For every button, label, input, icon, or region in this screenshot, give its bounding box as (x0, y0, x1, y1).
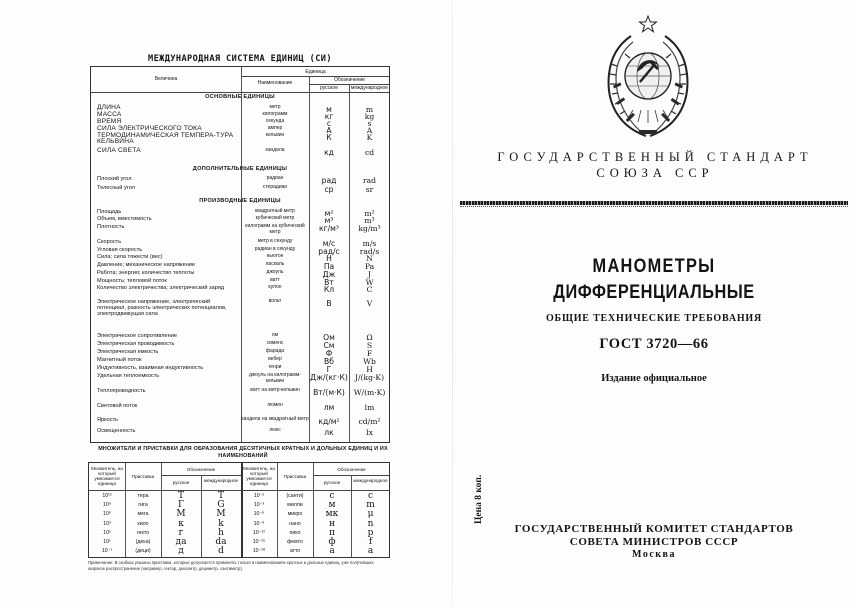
mult-header-international: международное (203, 478, 239, 483)
international-symbol-cell: c (367, 491, 374, 501)
russian-symbol-cell: г (178, 527, 184, 538)
international-symbol-cell: M (216, 509, 226, 520)
russian-symbol-cell: Дж/(кг·К) (310, 373, 348, 382)
unit-row (91, 285, 389, 293)
unit-row (91, 403, 389, 411)
section-supplementary-units: ДОПОЛНИТЕЛЬНЫЕ ЕДИНИЦЫ (192, 166, 288, 172)
mult-header-multiplier: Множитель, на который умножается единица (91, 466, 123, 486)
header-line (161, 475, 241, 476)
international-symbol-cell: Wb (363, 357, 376, 366)
prefix-cell: микро (287, 511, 303, 518)
quantity-cell: ДЛИНА (97, 104, 121, 111)
mult-header-russian: русское (323, 480, 341, 485)
russian-symbol-cell: Н (326, 254, 332, 263)
unit-row (91, 341, 389, 349)
russian-symbol-cell: К (326, 133, 332, 142)
international-symbol-cell: k (218, 518, 224, 529)
header-russian: русское (320, 85, 338, 91)
international-symbol-cell: a (367, 546, 374, 557)
unit-name-cell: кубический метр (255, 215, 295, 221)
russian-symbol-cell: Вт (324, 278, 334, 287)
unit-name-cell: вольт (268, 298, 282, 304)
header-line (91, 92, 389, 93)
russian-symbol-cell: кд (324, 148, 334, 157)
price-label: Цена 8 коп. (474, 474, 484, 524)
russian-symbol-cell: Па (323, 262, 335, 271)
international-symbol-cell: F (366, 349, 373, 358)
prefix-cell: тера (137, 493, 149, 499)
unit-name-cell: вебер (268, 356, 282, 362)
unit-row (91, 254, 389, 262)
unit-row (91, 417, 389, 425)
prefix-cell: гекто (136, 529, 150, 536)
document-title-line2: ДИФФЕРЕНЦИАЛЬНЫЕ (553, 282, 755, 303)
unit-row (91, 239, 389, 247)
unit-name-cell: ватт на метр-кельвин (250, 387, 300, 393)
multiplier-cell: 10⁹ (103, 502, 111, 509)
prefix-cell: (деци) (135, 548, 151, 555)
russian-symbol-cell: Дж (322, 270, 336, 279)
unit-name-cell: паскаль (265, 261, 285, 267)
unit-name-cell: килограмм на кубический метр (245, 223, 305, 235)
multiplier-cell: 10⁻¹⁸ (252, 548, 266, 555)
multiplier-cell: 10² (103, 529, 111, 536)
russian-symbol-cell: кд/м² (318, 417, 340, 426)
international-symbol-cell: rad/s (359, 247, 380, 256)
international-symbol-cell: m (365, 105, 374, 114)
russian-symbol-cell: В (326, 299, 332, 308)
international-symbol-cell: s (367, 119, 372, 128)
unit-name-cell: метр в секунду (257, 238, 293, 244)
quantity-cell: Количество электричества; электрический заряд (97, 285, 225, 291)
unit-name-cell: фарада (265, 348, 285, 354)
multiplier-cell: 10³ (103, 520, 111, 527)
mult-header-symbol: Обозначение (186, 467, 216, 472)
quantity-cell: Электрическое сопротивление (97, 333, 177, 339)
quantity-cell: Сила; сила тяжести (вес) (97, 254, 163, 260)
prefix-cell: мега (137, 511, 149, 518)
unit-name-cell: кандела (265, 147, 285, 153)
russian-symbol-cell: лк (324, 428, 334, 437)
quantity-cell: Электрическое напряжение, электрический потенциал, разность электрических потенциалов, электродвижущая сила (97, 299, 227, 317)
unit-row (91, 365, 389, 373)
header-symbol: Обозначение (334, 77, 365, 83)
decorative-rule-dotted (460, 206, 848, 207)
russian-symbol-cell: рад/с (318, 247, 340, 256)
publisher-city: Москва (632, 549, 676, 560)
unit-name-cell: ньютон (266, 253, 284, 259)
international-symbol-cell: n (367, 518, 374, 529)
mult-header-multiplier: Множитель, на который умножается единица (243, 466, 275, 486)
russian-symbol-cell: п (329, 527, 335, 538)
unit-row (91, 298, 389, 317)
edition-label: Издание официальное (601, 373, 707, 384)
international-symbol-cell: H (366, 365, 373, 374)
mult-header-international: международное (353, 478, 388, 483)
international-symbol-cell: J (367, 270, 372, 279)
unit-name-cell: стерадиан (262, 184, 288, 190)
multipliers-table (88, 462, 390, 558)
quantity-cell: Удельная теплоемкость (97, 373, 160, 379)
unit-name-cell: ом (271, 332, 279, 338)
decorative-rule (460, 201, 848, 205)
international-symbol-cell: W (365, 278, 374, 287)
header-line (313, 475, 389, 476)
international-symbol-cell: Ω (366, 333, 373, 342)
russian-symbol-cell: да (175, 537, 187, 547)
prefix-cell: гига (138, 502, 148, 509)
section-derived-units: ПРОИЗВОДНЫЕ ЕДИНИЦЫ (199, 198, 281, 204)
prefix-cell: фемто (287, 539, 303, 545)
gost-number: ГОСТ 3720—66 (599, 336, 709, 352)
unit-name-cell: кельвин (265, 132, 285, 138)
international-symbol-cell: rad (362, 176, 377, 185)
quantity-cell: Магнитный поток (97, 357, 142, 363)
unit-name-cell: ватт (270, 277, 280, 283)
quantity-cell: СИЛА СВЕТА (97, 147, 141, 154)
document-title-line1: МАНОМЕТРЫ (592, 256, 716, 277)
unit-row (91, 132, 389, 145)
international-symbol-cell: S (366, 341, 373, 350)
quantity-cell: Световой поток (97, 403, 138, 409)
international-symbol-cell: J/(kg·K) (354, 373, 385, 382)
russian-symbol-cell: м² (324, 209, 334, 218)
unit-row (91, 176, 389, 184)
header-unit: Единица (305, 69, 326, 75)
russian-symbol-cell: Ф (325, 349, 333, 358)
international-symbol-cell: W/(m·K) (353, 388, 386, 397)
russian-symbol-cell: к (178, 518, 184, 529)
unit-name-cell: метр (269, 104, 281, 110)
russian-symbol-cell: рад (321, 176, 337, 185)
mult-header-prefix: Приставка (131, 474, 155, 479)
russian-symbol-cell: Г (178, 500, 184, 511)
unit-name-cell: ампер (267, 125, 283, 131)
prefix-cell: (дека) (135, 539, 151, 545)
international-symbol-cell: m (366, 500, 375, 511)
international-symbol-cell: d (218, 546, 224, 557)
unit-row (91, 223, 389, 235)
russian-symbol-cell: м (328, 500, 336, 511)
standard-heading-line2: СОЮЗА ССР (596, 166, 714, 180)
unit-name-cell: генри (268, 364, 282, 370)
russian-symbol-cell: Вб (324, 357, 334, 366)
russian-symbol-cell: н (329, 518, 335, 529)
russian-symbol-cell: А (326, 126, 332, 135)
russian-symbol-cell: См (323, 341, 335, 350)
unit-row (91, 428, 389, 436)
multiplier-cell: 10⁶ (103, 511, 111, 518)
header-international: международное (350, 85, 389, 91)
multiplier-cell: 10¹² (102, 493, 112, 499)
unit-row (91, 357, 389, 365)
quantity-cell: Индуктивность, взаимная индуктивность (97, 365, 204, 371)
unit-row (91, 372, 389, 384)
footnote: Примечание: В скобках указаны приставки, которые допускается применять только в наименованиях кратных и дольных единиц, уже получивших широкое распространение (например, гектар, декалитр, дециметр, сантиметр). (88, 560, 374, 571)
quantity-cell: Мощность; тепловой поток (97, 278, 167, 284)
quantity-cell: Электрическая емкость (97, 349, 159, 355)
international-symbol-cell: K (366, 133, 373, 142)
multiplier-cell: 10⁻³ (253, 502, 265, 509)
unit-name-cell: радиан (266, 175, 284, 181)
quantity-cell: Плоский угол (97, 176, 132, 182)
russian-symbol-cell: мк (325, 509, 339, 520)
unit-name-cell: джоуль на килограмм-кельвин (249, 372, 301, 384)
russian-symbol-cell: ф (328, 537, 336, 547)
unit-row (91, 349, 389, 357)
international-symbol-cell: G (217, 500, 225, 511)
multiplier-cell: 10⁻⁹ (253, 520, 265, 527)
russian-symbol-cell: кг (324, 112, 334, 121)
international-symbol-cell: kg (364, 112, 375, 121)
quantity-cell: Объем, вместимость (97, 216, 152, 222)
international-symbol-cell: p (367, 527, 374, 538)
prefix-cell: кило (137, 520, 149, 527)
russian-symbol-cell: м (326, 105, 332, 114)
russian-symbol-cell: Кл (323, 285, 335, 294)
unit-name-cell: квадратный метр (255, 208, 295, 214)
russian-symbol-cell: Ом (323, 333, 335, 342)
publisher-line1: ГОСУДАРСТВЕННЫЙ КОМИТЕТ СТАНДАРТОВ (514, 523, 794, 535)
standard-heading-line1: ГОСУДАРСТВЕННЫЙ СТАНДАРТ (497, 150, 813, 164)
quantity-cell: ВРЕМЯ (97, 118, 122, 125)
russian-symbol-cell: Г (326, 365, 332, 374)
unit-name-cell: килограмм (262, 111, 288, 117)
unit-row (91, 270, 389, 278)
unit-name-cell: секунда (265, 118, 285, 124)
international-symbol-cell: da (215, 537, 227, 547)
quantity-cell: Теплопроводность (97, 388, 146, 394)
publisher-line2: СОВЕТА МИНИСТРОВ СССР (569, 536, 739, 548)
unit-row (91, 333, 389, 341)
prefix-cell: (санти) (286, 493, 304, 499)
international-symbol-cell: C (366, 285, 373, 294)
russian-symbol-cell: М (176, 509, 186, 520)
multiplier-cell: 10¹ (103, 539, 111, 545)
international-symbol-cell: T (217, 491, 224, 501)
quantity-cell: Яркость (97, 417, 119, 423)
multiplier-cell: 10⁻⁶ (253, 511, 265, 518)
unit-name-cell: джоуль (266, 269, 284, 275)
quantity-cell: Работа; энергия; количество теплоты (97, 270, 195, 276)
russian-symbol-cell: м³ (324, 216, 334, 225)
international-symbol-cell: cd/m² (358, 417, 381, 426)
section-basic-units: ОСНОВНЫЕ ЕДИНИЦЫ (205, 94, 275, 100)
prefix-cell: нано (289, 520, 301, 527)
prefix-cell: милли (287, 502, 303, 509)
international-symbol-cell: V (366, 299, 373, 308)
multiplier-cell: 10⁻¹⁵ (252, 539, 266, 545)
multipliers-table-title: МНОЖИТЕЛИ И ПРИСТАВКИ ДЛЯ ОБРАЗОВАНИЯ ДЕСЯТИЧНЫХ КРАТНЫХ И ДОЛЬНЫХ ЕДИНИЦ И ИХ НАИМЕНОВАНИЙ (98, 446, 388, 459)
unit-row (91, 185, 389, 193)
quantity-cell: ТЕРМОДИНАМИЧЕСКАЯ ТЕМПЕРА-ТУРА КЕЛЬВИНА (97, 132, 234, 145)
multiplier-cell: 10⁻¹ (101, 548, 113, 555)
prefix-cell: пико (289, 529, 301, 536)
quantity-cell: СИЛА ЭЛЕКТРИЧЕСКОГО ТОКА (97, 125, 202, 132)
russian-symbol-cell: ср (324, 185, 334, 194)
russian-symbol-cell: с (329, 491, 335, 501)
russian-symbol-cell: Вт/(м·К) (313, 388, 345, 397)
header-line (89, 490, 389, 491)
mult-header-prefix: Приставка (283, 474, 307, 479)
unit-row (91, 216, 389, 224)
international-symbol-cell: m² (364, 209, 375, 218)
quantity-cell: МАССА (97, 111, 122, 118)
quantity-cell: Плотность (97, 224, 125, 230)
multiplier-cell: 10⁻¹² (253, 529, 265, 536)
international-symbol-cell: A (366, 126, 373, 135)
russian-symbol-cell: д (178, 546, 184, 557)
international-symbol-cell: sr (365, 185, 374, 194)
international-symbol-cell: kg/m³ (358, 224, 381, 233)
quantity-cell: Площадь (97, 209, 122, 215)
unit-row (91, 262, 389, 270)
unit-name-cell: люкс (269, 427, 281, 433)
unit-name-cell: люмен (267, 402, 283, 408)
international-symbol-cell: m/s (362, 239, 377, 248)
mult-header-symbol: Обозначение (337, 467, 366, 472)
international-symbol-cell: lx (366, 428, 373, 437)
document-subtitle: ОБЩИЕ ТЕХНИЧЕСКИЕ ТРЕБОВАНИЯ (545, 313, 763, 324)
ussr-state-emblem-icon (603, 14, 693, 150)
russian-symbol-cell: кг/м³ (319, 224, 339, 233)
international-symbol-cell: cd (364, 148, 375, 157)
international-symbol-cell: N (366, 254, 373, 263)
international-symbol-cell: Pa (364, 262, 375, 271)
multiplier-cell: 10⁻² (253, 493, 265, 499)
russian-symbol-cell: лм (323, 403, 335, 412)
unit-row (91, 148, 389, 156)
prefix-cell: атто (289, 548, 301, 555)
quantity-cell: Угловая скорость (97, 247, 143, 253)
si-units-table (90, 66, 390, 443)
unit-name-cell: кандела на квадратный метр (241, 416, 309, 422)
quantity-cell: Давление; механическое напряжение (97, 262, 196, 268)
quantity-cell: Телесный угол (97, 185, 135, 191)
russian-symbol-cell: Т (177, 491, 184, 501)
international-symbol-cell: μ (367, 509, 374, 520)
quantity-cell: Освещенность (97, 428, 136, 434)
quantity-cell: Скорость (97, 239, 122, 245)
si-table-title: МЕЖДУНАРОДНАЯ СИСТЕМА ЕДИНИЦ (СИ) (148, 54, 332, 64)
mult-header-russian: русское (172, 480, 190, 485)
header-quantity: Величина (154, 76, 178, 82)
russian-symbol-cell: а (329, 546, 335, 557)
international-symbol-cell: lm (364, 403, 375, 412)
unit-name-cell: кулон (268, 284, 282, 290)
page-fold (452, 0, 453, 607)
international-symbol-cell: m³ (364, 216, 375, 225)
international-symbol-cell: f (368, 537, 373, 547)
unit-row (91, 388, 389, 396)
international-symbol-cell: h (218, 527, 224, 538)
unit-name-cell: сименс (266, 340, 284, 346)
russian-symbol-cell: с (326, 119, 332, 128)
header-name: Наименование (257, 80, 293, 86)
russian-symbol-cell: м/с (322, 239, 336, 248)
quantity-cell: Электрическая проводимость (97, 341, 175, 347)
unit-name-cell: радиан в секунду (254, 246, 296, 252)
